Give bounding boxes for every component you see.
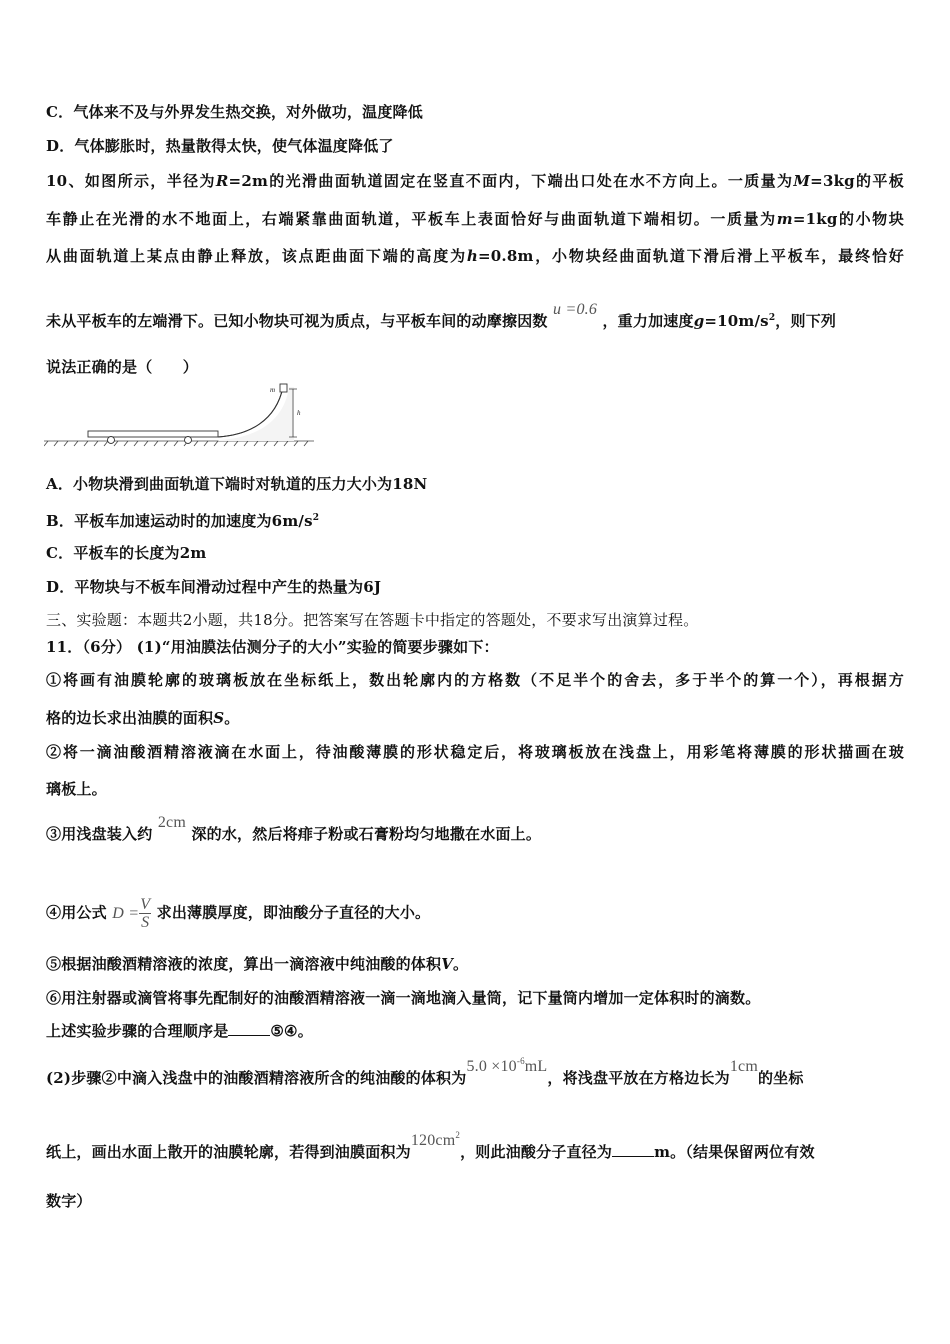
step-3: ③用浅盘装入约 2cm 深的水，然后将痱子粉或石膏粉均匀地撒在水面上。: [46, 814, 542, 843]
track-cart-diagram: [44, 383, 316, 449]
step-4: ④用公式 D = $\frac{V}{S}$ 求出薄膜厚度，即油酸分子直径的大小。: [46, 896, 431, 931]
part-2-line-2: 纸上，画出水面上散开的油膜轮廓，若得到油膜面积为$120cm^2$，则此油酸分子直径为 m。（结果保留两位有效: [46, 1130, 815, 1161]
q11-stem: 11．（6分） (1)“用油膜法估测分子的大小”实验的简要步骤如下：: [46, 638, 499, 656]
q10-line-2: 车静止在光滑的水不地面上，右端紧靠曲面轨道，平板车上表面恰好与曲面轨道下端相切。一质量为m=1kg的小物块: [46, 210, 904, 228]
option-c: C．平板车的长度为2m: [46, 544, 207, 562]
mu-expression: u =0.6: [553, 301, 598, 318]
cart-wheel-right: [185, 437, 192, 444]
part-2-line-3: 数字）: [46, 1192, 92, 1210]
option-b: B．平板车加速运动时的加速度为$6m/s^2$: [46, 512, 320, 530]
depth-value: 2cm: [157, 814, 186, 831]
option-c-prev: C．气体来不及与外界发生热交换，对外做功，温度降低: [46, 103, 423, 121]
step-2-line-1: ②将一滴油酸酒精溶液滴在水面上，待油酸薄膜的形状稳定后，将玻璃板放在浅盘上，用彩笔将薄膜的形状描画在玻: [46, 743, 904, 761]
option-d: D．平物块与不板车间滑动过程中产生的热量为6J: [46, 578, 382, 596]
answer-blank-1[interactable]: [228, 1021, 270, 1036]
oleic-volume: $5.0 \times 10^{-6}mL$: [466, 1056, 548, 1075]
order-question: 上述实验步骤的合理顺序是 ⑤④。: [46, 1022, 313, 1040]
grid-size: 1cm: [729, 1058, 758, 1075]
q10-line-1: 10、如图所示，半径为R=2m的光滑曲面轨道固定在竖直不面内，下端出口处在水不方向上。一质量为M=3kg的平板: [46, 172, 904, 190]
label-h: h: [297, 409, 301, 417]
formula-fraction: $\frac{V}{S}$: [140, 896, 151, 931]
option-d-prev: D．气体膨胀时，热量散得太快，使气体温度降低了: [46, 137, 394, 155]
answer-blank-2[interactable]: [612, 1142, 654, 1157]
flatbed-cart: [88, 431, 218, 437]
cart-wheel-left: [108, 437, 115, 444]
q10-line-3: 从曲面轨道上某点由静止释放，该点距曲面下端的高度为h=0.8m，小物块经曲面轨道下滑后滑上平板车，最终恰好: [46, 247, 904, 265]
ground-hatching: [44, 441, 314, 446]
step-1-line-2: 格的边长求出油膜的面积S。: [46, 709, 240, 727]
step-6: ⑥用注射器或滴管将事先配制好的油酸酒精溶液一滴一滴地滴入量筒，记下量筒内增加一定体积时的滴数。: [46, 989, 761, 1007]
part-2-line-1: (2)步骤②中滴入浅盘中的油酸酒精溶液所含的纯油酸的体积为$5.0 \times 10^{-6}mL$，将浅盘平放在方格边长为1cm的坐标: [46, 1056, 804, 1087]
step-5: ⑤根据油酸酒精溶液的浓度，算出一滴溶液中纯油酸的体积V。: [46, 955, 469, 973]
option-a: A．小物块滑到曲面轨道下端时对轨道的压力大小为18N: [46, 475, 428, 493]
section-3-heading: 三、实验题：本题共2小题，共18分。把答案写在答题卡中指定的答题处，不要求写出演算过程。: [46, 611, 699, 629]
small-block: [280, 384, 287, 392]
q10-line-5: 说法正确的是（ ）: [46, 358, 199, 376]
step-1-line-1: ①将画有油膜轮廓的玻璃板放在坐标纸上，数出轮廓内的方格数（不足半个的舍去，多于半个的算一个），再根据方: [46, 671, 904, 689]
film-area: $120cm^2$: [410, 1130, 461, 1149]
step-2-line-2: 璃板上。: [46, 780, 107, 798]
label-m: m: [270, 386, 276, 394]
q10-line-4: 未从平板车的左端滑下。已知小物块可视为质点，与平板车间的动摩擦因数 u =0.6 ，重力加速度$g=10m/s^2$，则下列: [46, 301, 837, 330]
